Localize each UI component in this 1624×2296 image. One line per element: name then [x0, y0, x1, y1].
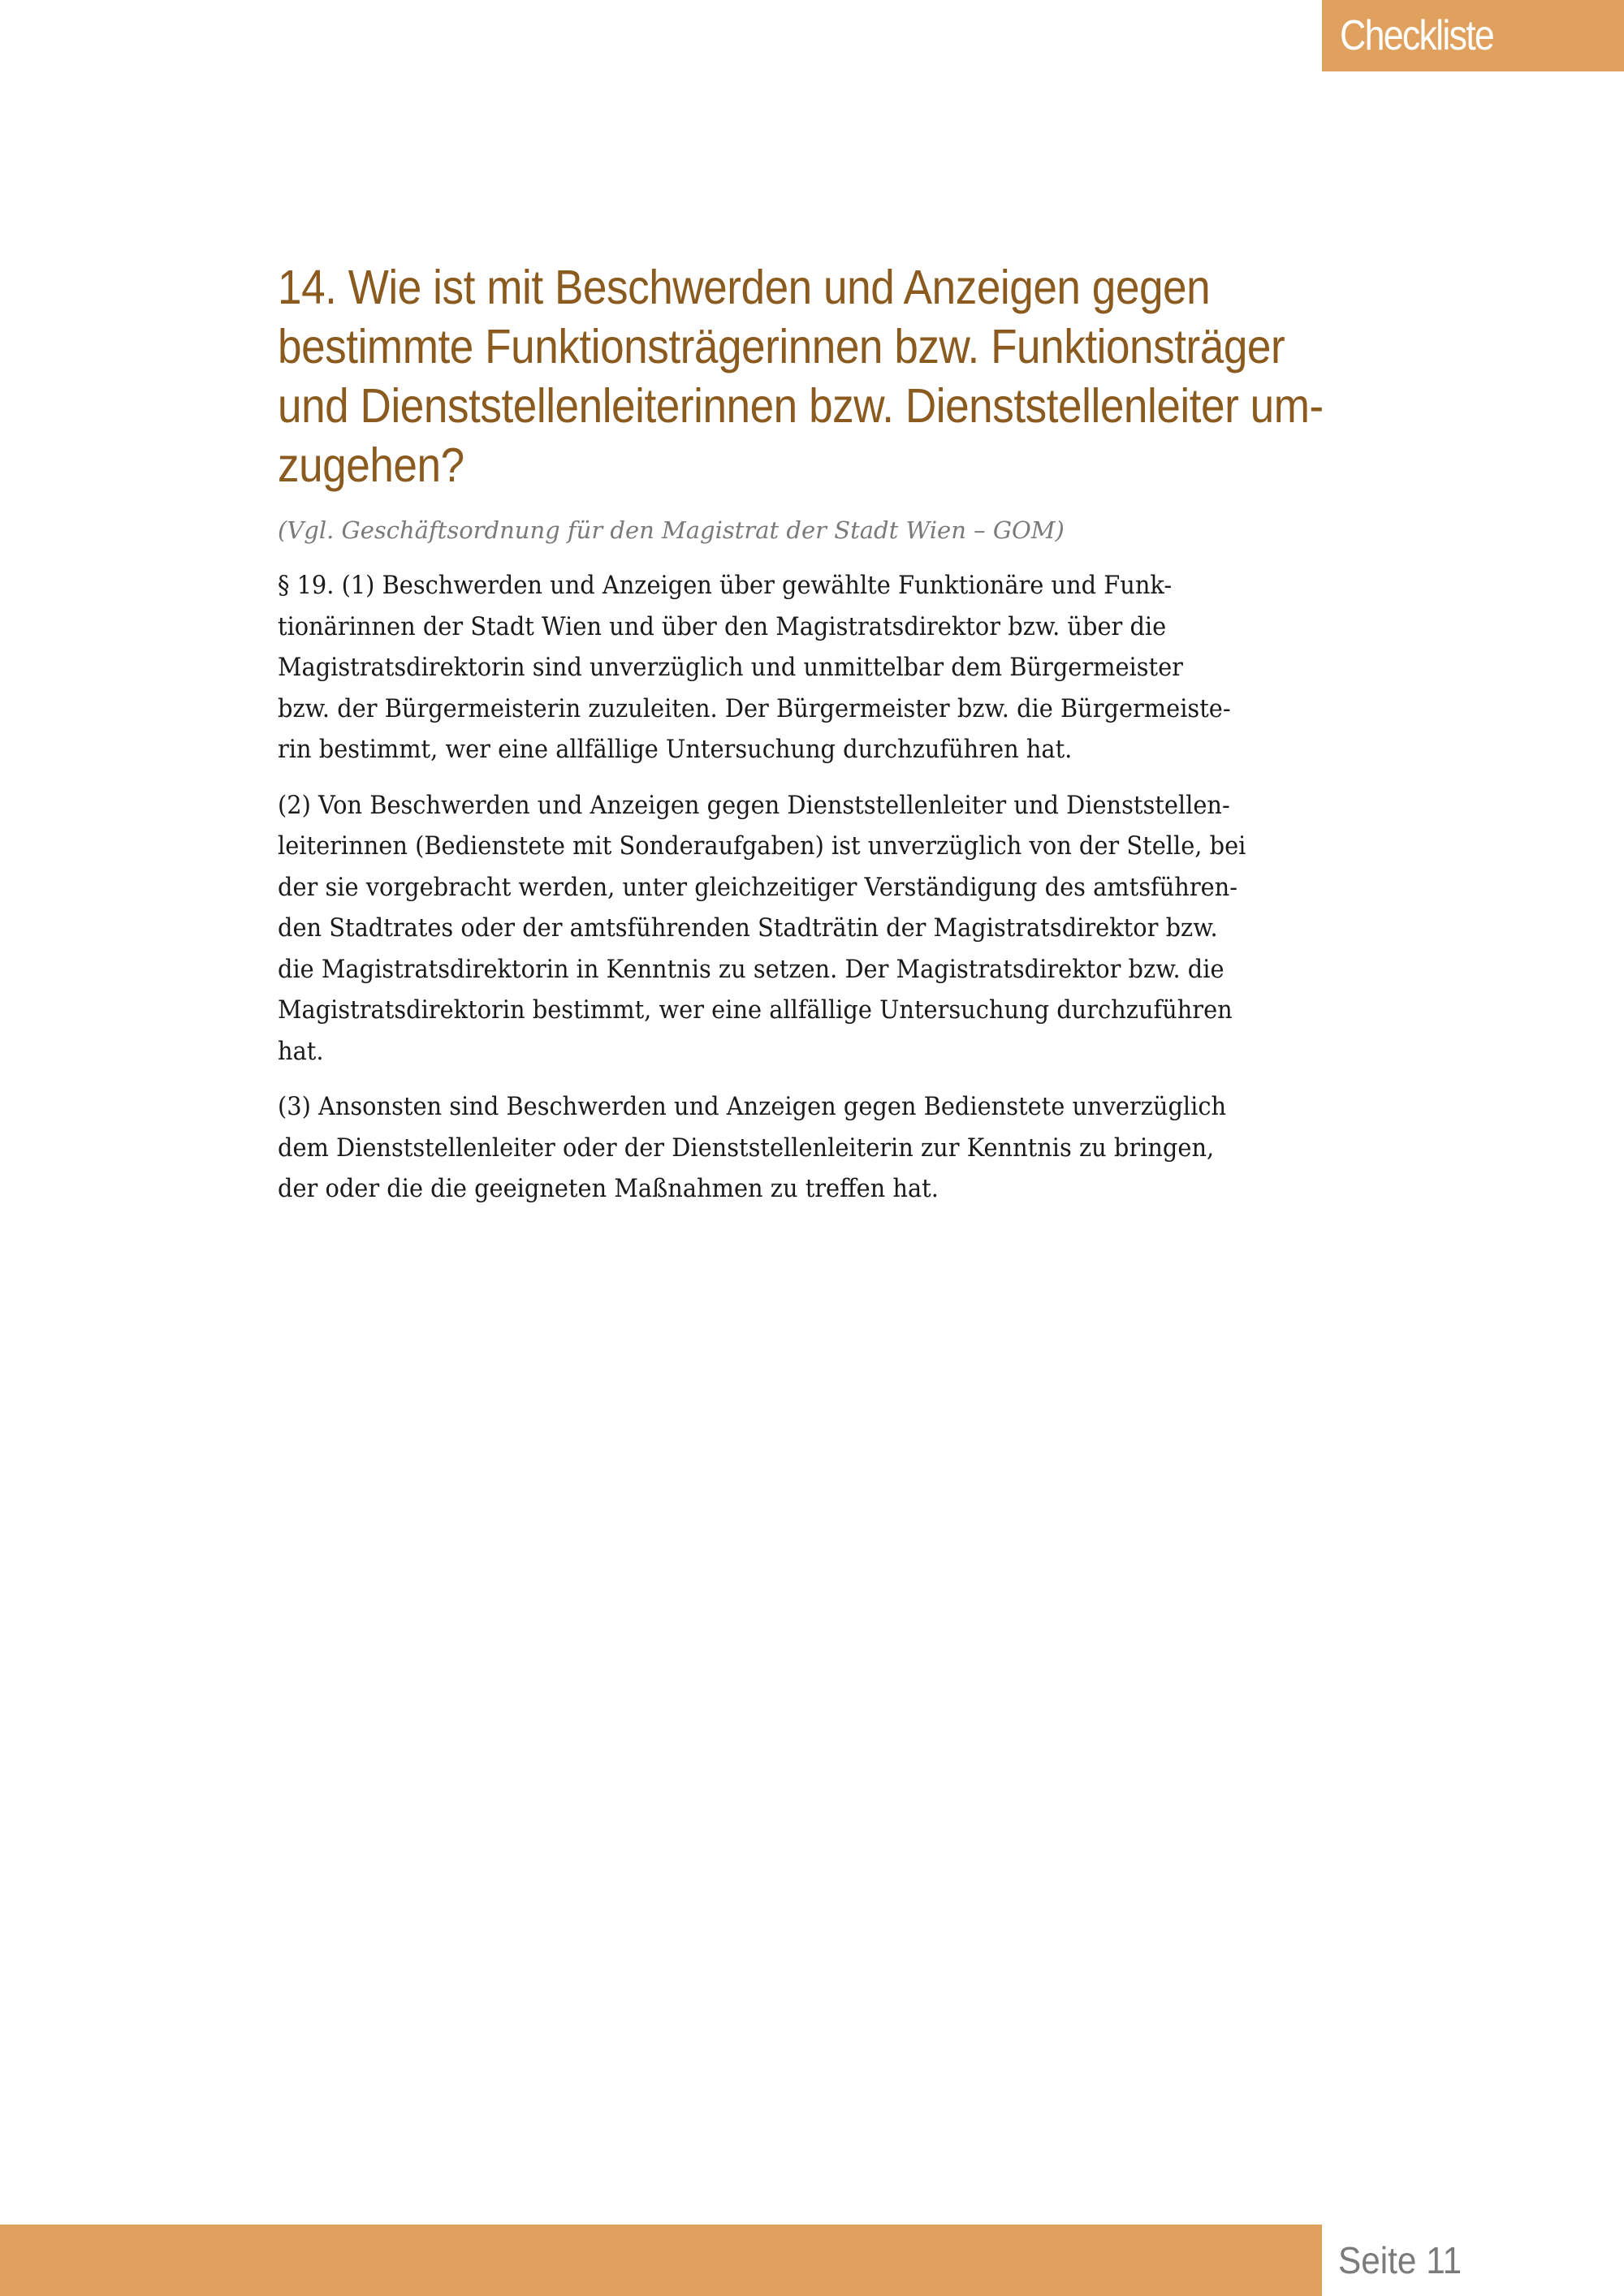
- header-section-tab: [1322, 0, 1624, 71]
- paragraph-line: leiterinnen (Bedienstete mit Sonderaufgaben) ist unverzüglich von der Stelle, bei: [278, 831, 1246, 861]
- footer-page-number: [1322, 2225, 1624, 2296]
- paragraph-line: hat.: [278, 1036, 324, 1066]
- source-reference: (Vgl. Geschäftsordnung für den Magistrat der Stadt Wien – GOM): [278, 516, 1065, 544]
- paragraph-line: Magistratsdirektorin bestimmt, wer eine allfällige Untersuchung durchzuführen: [278, 995, 1233, 1025]
- title-line: 14. Wie ist mit Beschwerden und Anzeigen gegen: [278, 261, 1211, 314]
- footer-bar: [0, 2225, 1322, 2296]
- paragraph-line: den Stadtrates oder der amtsführenden Stadträtin der Magistratsdirektor bzw.: [278, 913, 1218, 943]
- paragraph-line: der oder die die geeigneten Maßnahmen zu treffen hat.: [278, 1174, 939, 1203]
- paragraph-line: dem Dienststellenleiter oder der Dienststellenleiterin zur Kenntnis zu bringen,: [278, 1133, 1215, 1163]
- paragraph-line: tionärinnen der Stadt Wien und über den Magistratsdirektor bzw. über die: [278, 611, 1167, 641]
- paragraph-line: die Magistratsdirektorin in Kenntnis zu setzen. Der Magistratsdirektor bzw. die: [278, 954, 1224, 984]
- title-line: zugehen?: [278, 438, 464, 492]
- paragraph-1: [278, 565, 1333, 770]
- paragraph-line: rin bestimmt, wer eine allfällige Untersuchung durchzuführen hat.: [278, 735, 1073, 764]
- paragraph-line: der sie vorgebracht werden, unter gleichzeitiger Verständigung des amtsführen-: [278, 872, 1238, 902]
- page-number-label: Seite 11: [1338, 2239, 1462, 2281]
- main-content: [278, 258, 1333, 1224]
- paragraph-3: [278, 1086, 1333, 1210]
- section-label: Checkliste: [1340, 12, 1494, 59]
- paragraph-line: (2) Von Beschwerden und Anzeigen gegen Dienststellenleiter und Dienststellen-: [278, 790, 1230, 820]
- paragraph-2: [278, 785, 1333, 1072]
- page-title: [278, 258, 1350, 495]
- paragraph-line: § 19. (1) Beschwerden und Anzeigen über gewählte Funktionäre und Funk-: [278, 571, 1173, 600]
- title-line: bestimmte Funktionsträgerinnen bzw. Funktionsträger: [278, 320, 1285, 373]
- paragraph-line: Magistratsdirektorin sind unverzüglich und unmittelbar dem Bürgermeister: [278, 653, 1183, 682]
- title-line: und Dienststellenleiterinnen bzw. Dienststellenleiter um-: [278, 379, 1324, 433]
- paragraph-line: bzw. der Bürgermeisterin zuzuleiten. Der Bürgermeister bzw. die Bürgermeiste-: [278, 693, 1231, 723]
- paragraph-line: (3) Ansonsten sind Beschwerden und Anzeigen gegen Bedienstete unverzüglich: [278, 1092, 1227, 1121]
